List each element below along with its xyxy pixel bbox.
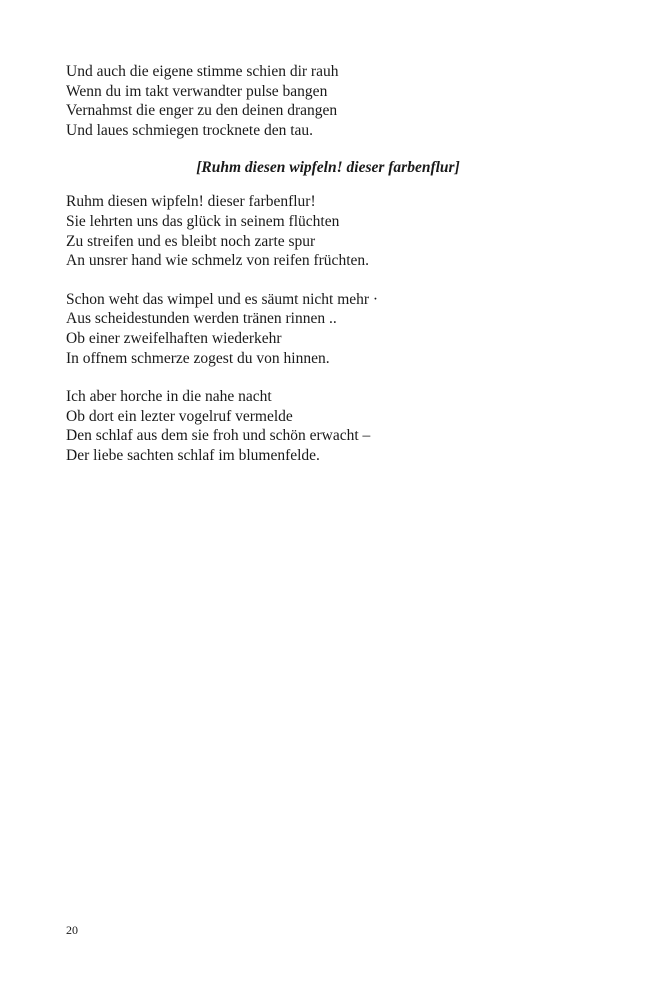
verse-line: Wenn du im takt verwandter pulse bangen: [66, 82, 328, 100]
verse-line: Schon weht das wimpel und es säumt nicht mehr ·: [66, 290, 379, 308]
poem-stanza-3: [66, 387, 586, 465]
verse-line: In offnem schmerze zogest du von hinnen.: [66, 349, 330, 367]
page-number: 20: [66, 923, 78, 937]
text-block: [66, 62, 586, 466]
verse-line: Den schlaf aus dem sie froh und schön erwacht –: [66, 427, 371, 445]
poem-stanza-2: [66, 290, 586, 368]
poem-stanza-1: [66, 192, 586, 270]
verse-line: Sie lehrten uns das glück in seinem flüchten: [66, 212, 340, 230]
previous-poem-stanza: [66, 62, 586, 140]
verse-line: Ich aber horche in die nahe nacht: [66, 388, 272, 406]
verse-line: Und auch die eigene stimme schien dir rauh: [66, 63, 339, 80]
verse-line: Ob dort ein lezter vogelruf vermelde: [66, 407, 293, 425]
verse-line: An unsrer hand wie schmelz von reifen früchten.: [66, 252, 369, 270]
verse-line: Der liebe sachten schlaf im blumenfelde.: [66, 446, 320, 464]
verse-line: Zu streifen und es bleibt noch zarte spur: [66, 232, 316, 250]
verse-line: Ob einer zweifelhaften wiederkehr: [66, 329, 282, 347]
verse-line: Und laues schmiegen trocknete den tau.: [66, 121, 314, 139]
verse-line: Aus scheidestunden werden tränen rinnen ..: [66, 310, 337, 328]
verse-line: Vernahmst die enger zu den deinen drangen: [66, 102, 338, 120]
verse-line: Ruhm diesen wipfeln! dieser farbenflur!: [66, 193, 316, 211]
poem-title: [Ruhm diesen wipfeln! dieser farbenflur]: [196, 159, 460, 177]
